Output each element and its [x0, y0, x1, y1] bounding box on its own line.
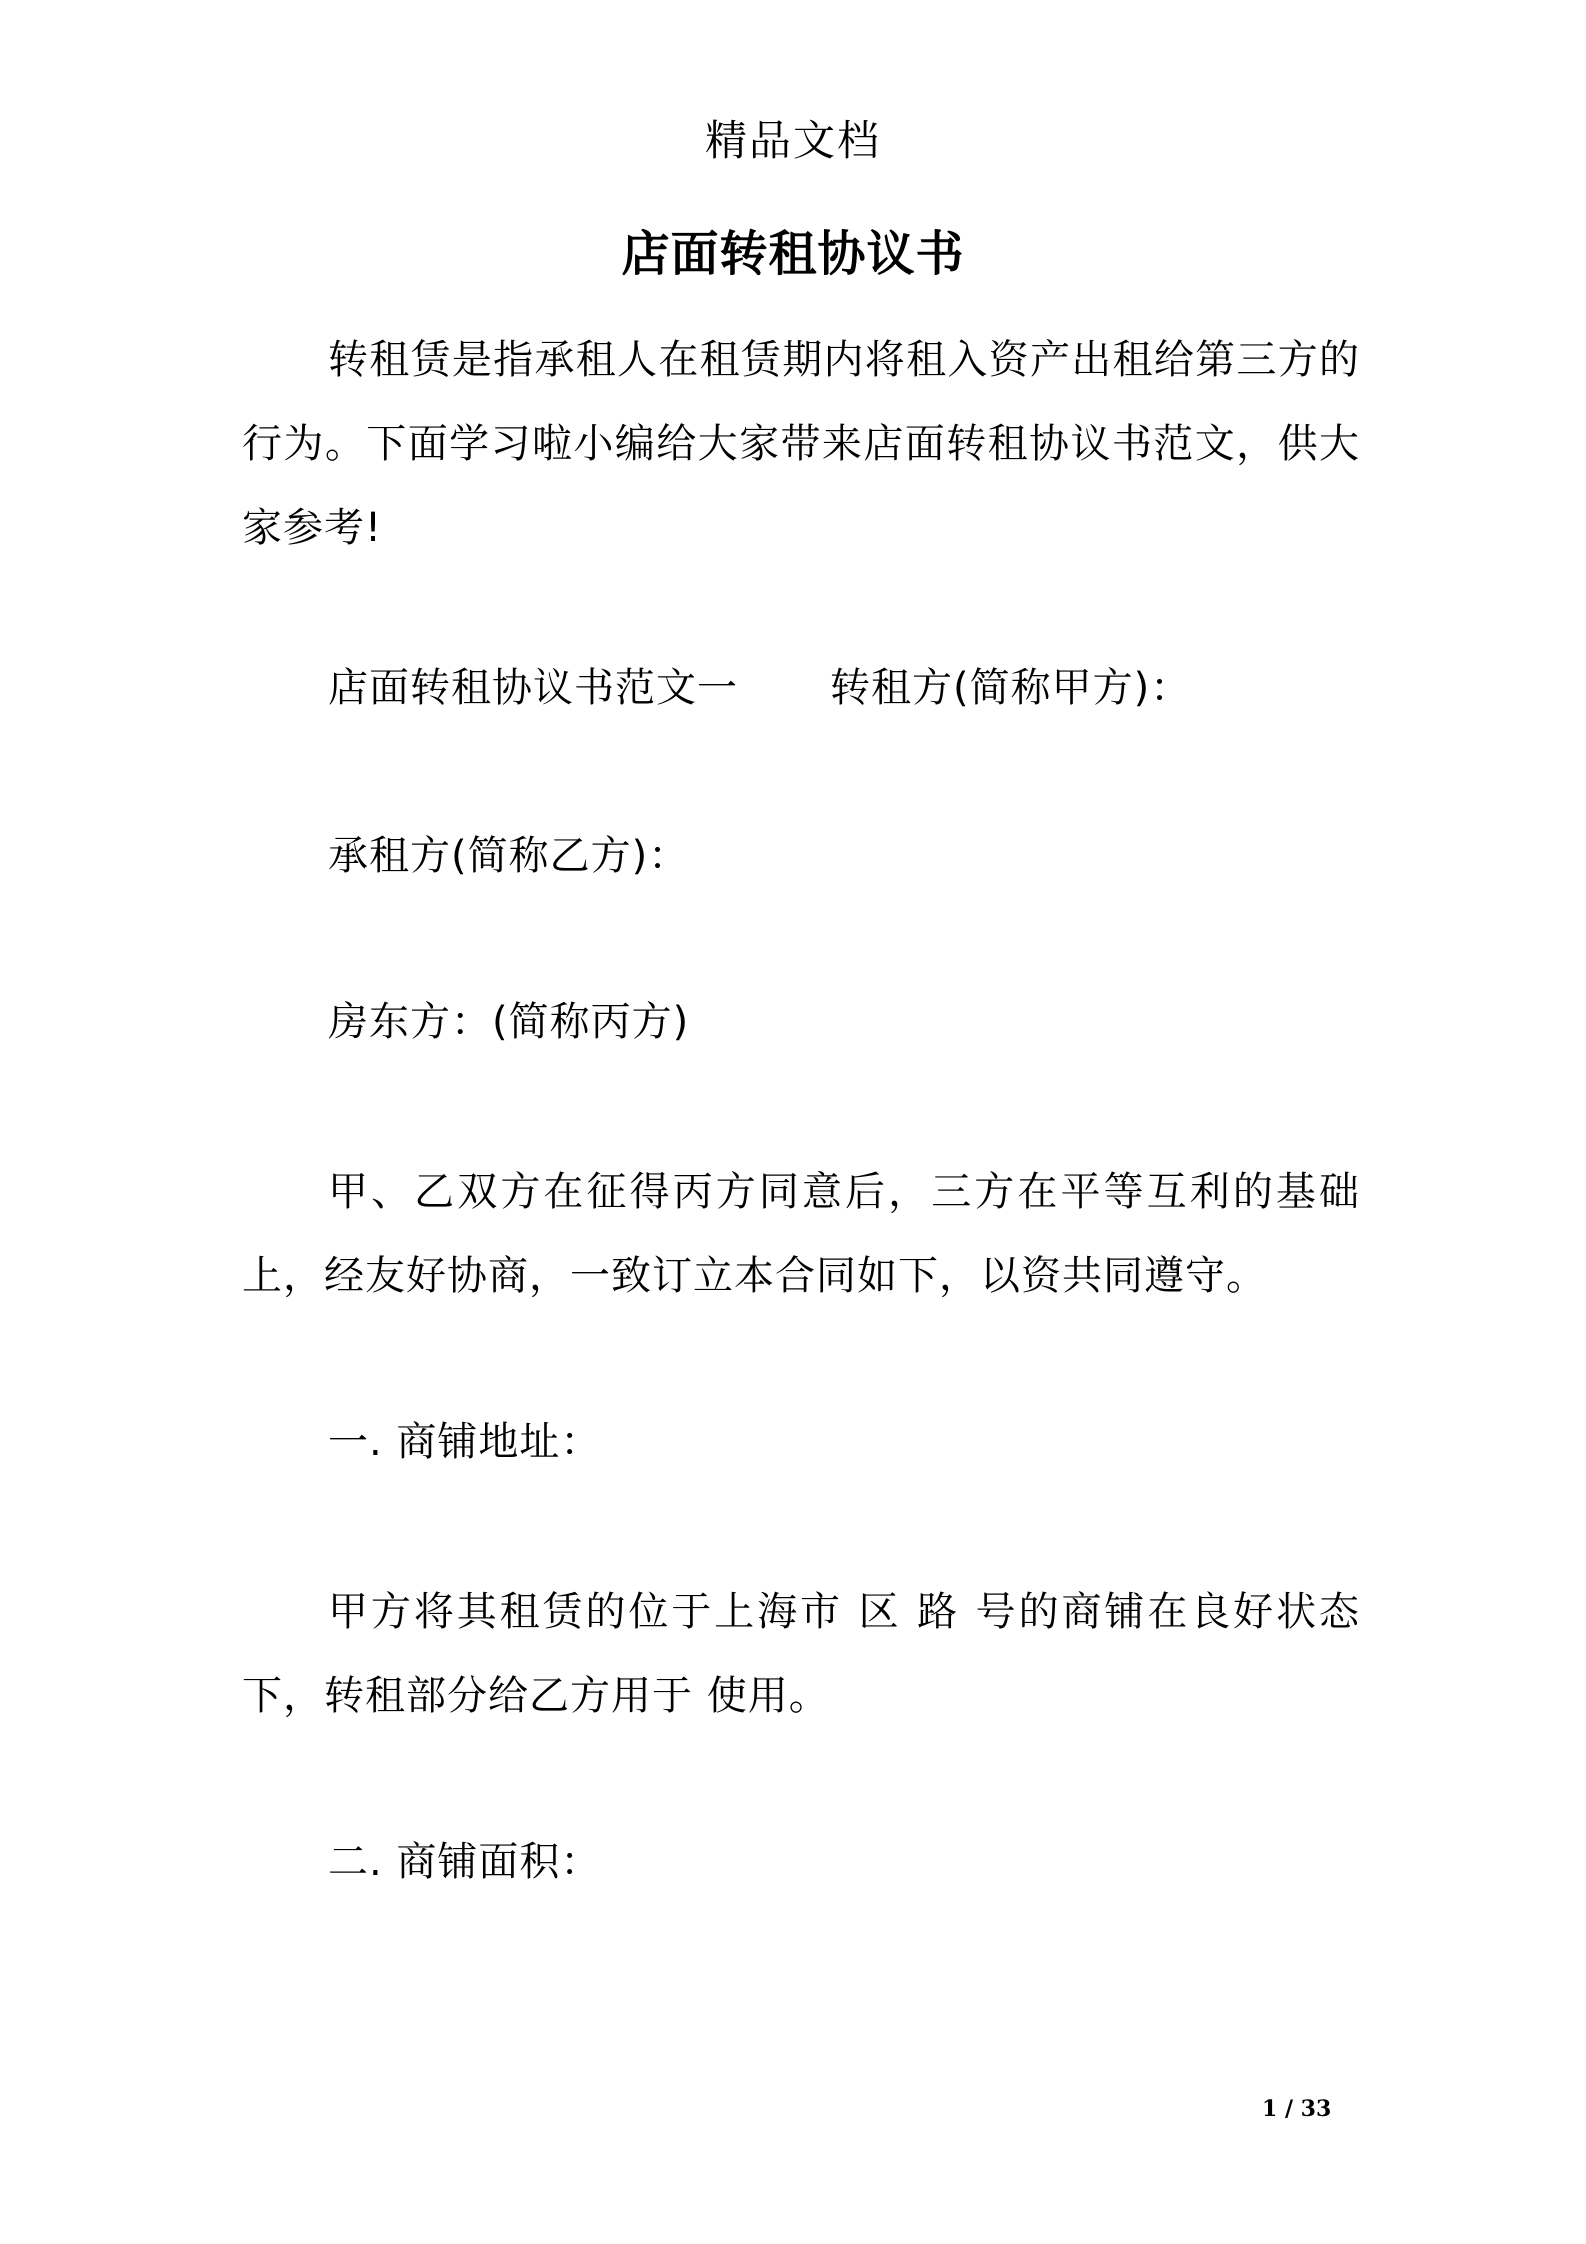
section-1-paragraph: 甲方将其租赁的位于上海市 区 路 号的商铺在良好状态下，转租部分给乙方用于 使用。: [242, 1589, 1360, 1719]
party-b-label: 承租方(简称乙方)：: [328, 833, 690, 879]
agreement-intro-paragraph: 甲、乙双方在征得丙方同意后，三方在平等互利的基础上，经友好协商，一致订立本合同如下，以资共同遵守。: [242, 1169, 1360, 1299]
header-label: 精品文档: [704, 116, 881, 165]
section-2-heading: 二. 商铺面积：: [328, 1839, 602, 1885]
party-c-label: 房东方：(简称丙方): [328, 999, 690, 1045]
intro-paragraph: 转租赁是指承租人在租赁期内将租入资产出租给第三方的行为。下面学习啦小编给大家带来店面转租协议书范文，供大家参考!: [242, 337, 1360, 551]
document-title: 店面转租协议书: [621, 226, 965, 282]
page-number: 1 / 33: [1262, 2096, 1332, 2122]
section-1-heading: 一. 商铺地址：: [328, 1419, 602, 1465]
sample-heading: 店面转租协议书范文一: [328, 665, 738, 711]
sample-heading-line: [328, 658, 1191, 718]
party-a-label: 转租方(简称甲方)：: [830, 665, 1192, 711]
